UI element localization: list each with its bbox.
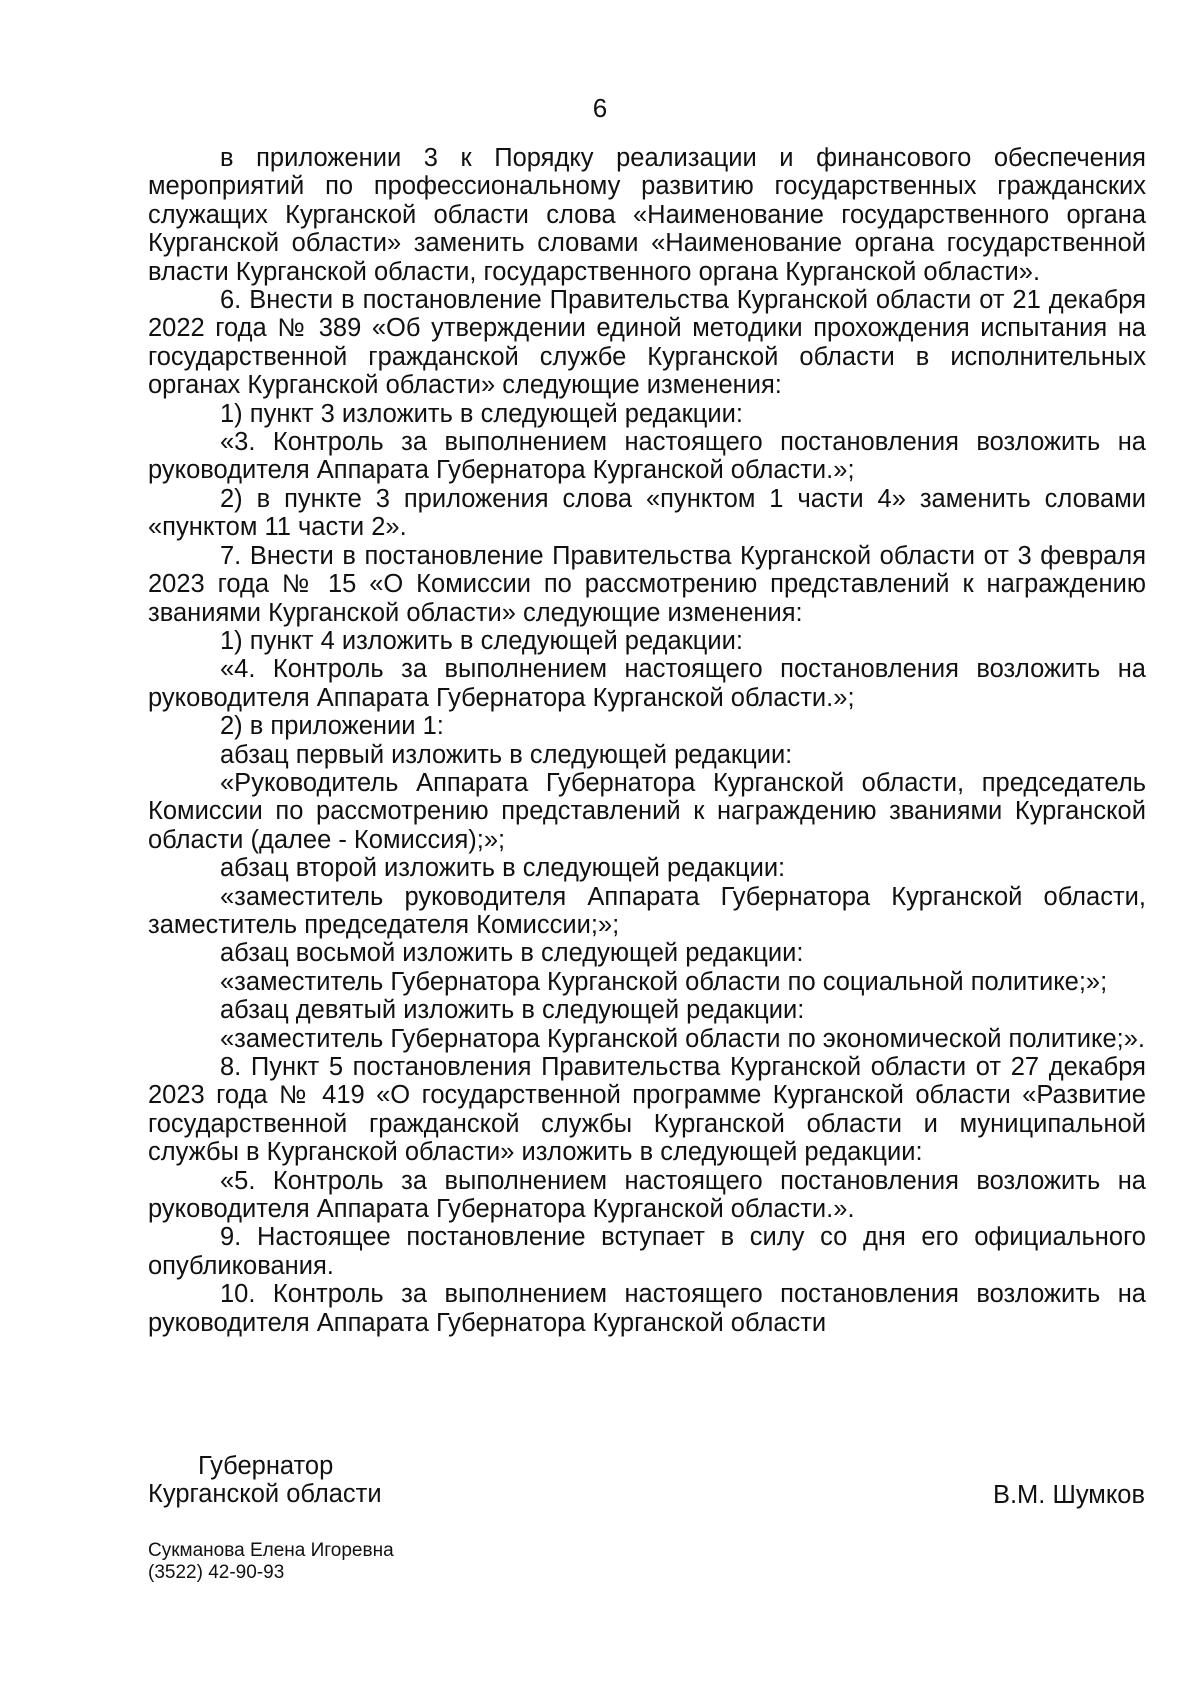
paragraph: в приложении 3 к Порядку реализации и финансового обеспечения мероприятий по профессиональному развитию государственных гражданских служащих Курганской области слова «Наименование государственного органа Курганской области» заменить словами «Наименование органа государственной власти Курганской области, государственного органа Курганской области». — [148, 144, 1146, 286]
signatory-title-line1: Губернатор — [198, 1452, 334, 1480]
paragraph: абзац первый изложить в следующей редакции: — [220, 740, 793, 769]
signatory-name: В.М. Шумков — [992, 1481, 1145, 1509]
executor-block — [148, 1540, 394, 1584]
paragraph: 2) в приложении 1: — [220, 712, 444, 741]
paragraph: «заместитель Губернатора Курганской области по социальной политике;»; — [220, 967, 1108, 996]
document-body — [148, 144, 1146, 1337]
paragraph: 1) пункт 4 изложить в следующей редакции: — [220, 626, 743, 655]
signatory-title — [148, 1452, 382, 1509]
paragraph: 6. Внести в постановление Правительства Курганской области от 21 декабря 2022 года № 389 «Об утверждении единой методики прохождения испытания на государственной гражданской службе Курганской области в исполнительных органах Курганской области» следующие изменения: — [148, 286, 1146, 400]
paragraph: 1) пункт 3 изложить в следующей редакции: — [220, 399, 743, 428]
paragraph: «5. Контроль за выполнением настоящего постановления возложить на руководителя Аппарата Губернатора Курганской области.». — [148, 1166, 1146, 1224]
paragraph: абзац восьмой изложить в следующей редакции: — [220, 939, 804, 968]
paragraph: 10. Контроль за выполнением настоящего постановления возложить на руководителя Аппарата Губернатора Курганской области — [148, 1280, 1146, 1337]
paragraph: 2) в пункте 3 приложения слова «пунктом 1 части 4» заменить словами «пунктом 11 части 2». — [148, 484, 1146, 542]
paragraph: 7. Внести в постановление Правительства Курганской области от 3 февраля 2023 года № 15 «О Комиссии по рассмотрению представлений к награждению званиями Курганской области» следующие изменения: — [148, 541, 1146, 627]
page-number: 6 — [592, 93, 608, 123]
signatory-title-line2: Курганской области — [148, 1480, 382, 1509]
paragraph: абзац второй изложить в следующей редакции: — [220, 854, 786, 883]
executor-name: Сукманова Елена Игоревна — [148, 1540, 394, 1561]
paragraph: «заместитель руководителя Аппарата Губернатора Курганской области, заместитель председателя Комиссии;»; — [148, 882, 1146, 939]
paragraph: «4. Контроль за выполнением настоящего постановления возложить на руководителя Аппарата Губернатора Курганской области.»; — [148, 655, 1146, 712]
paragraph: «Руководитель Аппарата Губернатора Курганской области, председатель Комиссии по рассмотрению представлений к награждению званиями Курганской области (далее - Комиссия);»; — [148, 768, 1146, 854]
executor-phone: (3522) 42-90-93 — [148, 1562, 285, 1583]
paragraph: 8. Пункт 5 постановления Правительства Курганской области от 27 декабря 2023 года № 419 «О государственной программе Курганской области «Развитие государственной гражданской службы Курганской области и муниципальной службы в Курганской области» изложить в следующей редакции: — [148, 1053, 1146, 1167]
paragraph: 9. Настоящее постановление вступает в силу со дня его официального опубликования. — [148, 1223, 1146, 1280]
paragraph: абзац девятый изложить в следующей редакции: — [220, 996, 805, 1025]
paragraph: «заместитель Губернатора Курганской области по экономической политике;». — [220, 1024, 1146, 1053]
paragraph: «3. Контроль за выполнением настоящего постановления возложить на руководителя Аппарата Губернатора Курганской области.»; — [148, 428, 1146, 485]
